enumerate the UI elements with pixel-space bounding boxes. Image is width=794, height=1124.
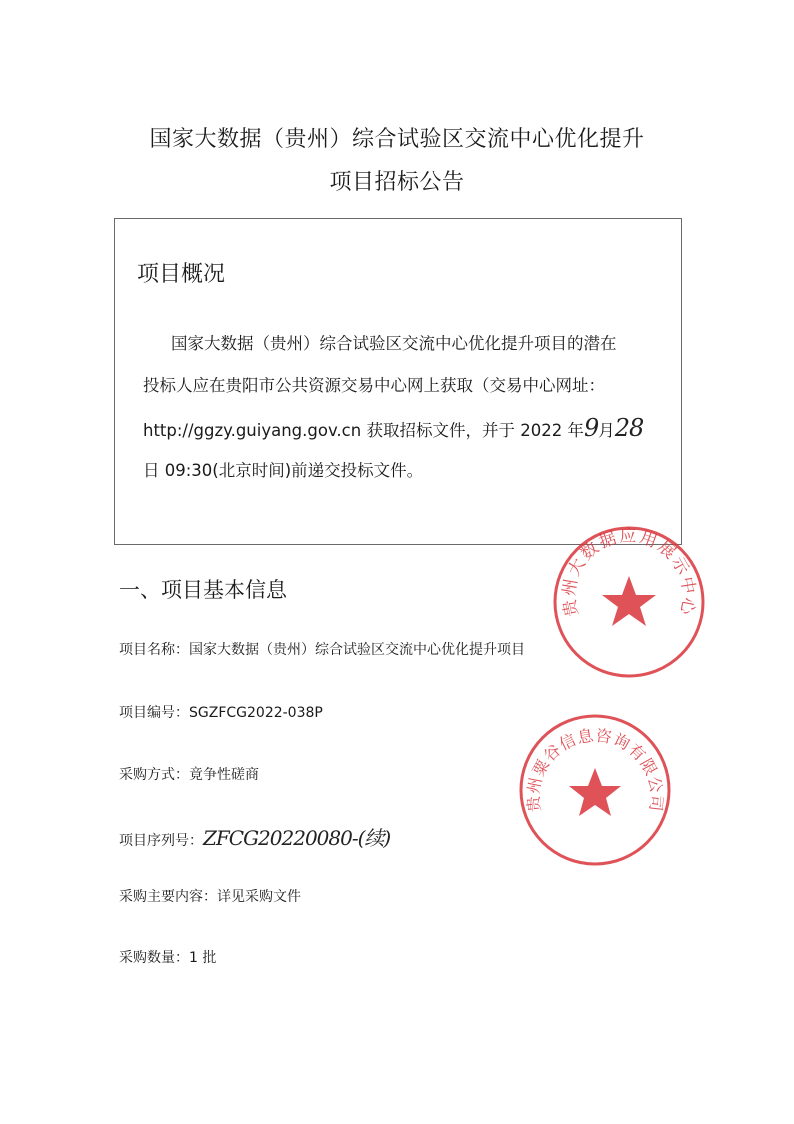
seal-stamp-1 [551, 524, 707, 680]
info-row-project-name [119, 639, 525, 659]
info-label: 采购主要内容： [119, 889, 217, 905]
section-heading-basic-info: 一、项目基本信息 [119, 578, 287, 602]
info-label: 采购数量： [119, 950, 189, 966]
info-label: 项目编号： [119, 705, 189, 721]
seal-stamp-2 [517, 712, 673, 868]
info-label: 采购方式： [119, 767, 189, 783]
overview-heading: 项目概况 [137, 262, 226, 287]
info-row-project-number [119, 702, 323, 722]
info-value: 竟争性磋商 [189, 767, 259, 783]
overview-line-3 [143, 414, 643, 442]
info-value: 国家大数据（贵州）综合试验区交流中心优化提升项目 [189, 642, 525, 658]
month-char: 月 [598, 421, 615, 440]
info-value: 详见采购文件 [217, 889, 301, 905]
info-row-quantity [119, 947, 216, 967]
handwritten-month: 9 [583, 414, 599, 442]
info-value: SGZFCG2022-038P [189, 705, 323, 721]
overview-line-1: 国家大数据（贵州）综合试验区交流中心优化提升项目的潜在 [171, 334, 617, 353]
info-row-procurement-method [119, 764, 259, 784]
info-value: 1 批 [189, 950, 217, 966]
info-row-serial-number [119, 822, 390, 851]
seal-2-star-icon [569, 768, 621, 816]
seal-2-text: 贵州粟谷信息咨询有限公司 [523, 725, 667, 814]
overview-line-3-text: http://ggzy.guiyang.gov.cn 获取招标文件，并于 2022 年 [143, 421, 584, 440]
document-title-line2: 项目招标公告 [329, 170, 465, 195]
overview-box [114, 218, 682, 545]
handwritten-serial: ZFCG20220080-(续) [203, 826, 391, 850]
info-label: 项目名称： [119, 642, 189, 658]
info-row-main-content [119, 886, 301, 906]
overview-line-4: 日 09:30(北京时间)前递交投标文件。 [143, 461, 424, 480]
seal-1-star-icon [602, 576, 656, 626]
info-label: 项目序列号： [119, 833, 203, 849]
document-title-line1: 国家大数据（贵州）综合试验区交流中心优化提升 [149, 127, 645, 152]
handwritten-day: 28 [614, 414, 644, 442]
seal-1-text: 贵州大数据应用展示中心 [559, 526, 699, 619]
overview-line-2: 投标人应在贵阳市公共资源交易中心网上获取（交易中心网址： [143, 376, 605, 395]
